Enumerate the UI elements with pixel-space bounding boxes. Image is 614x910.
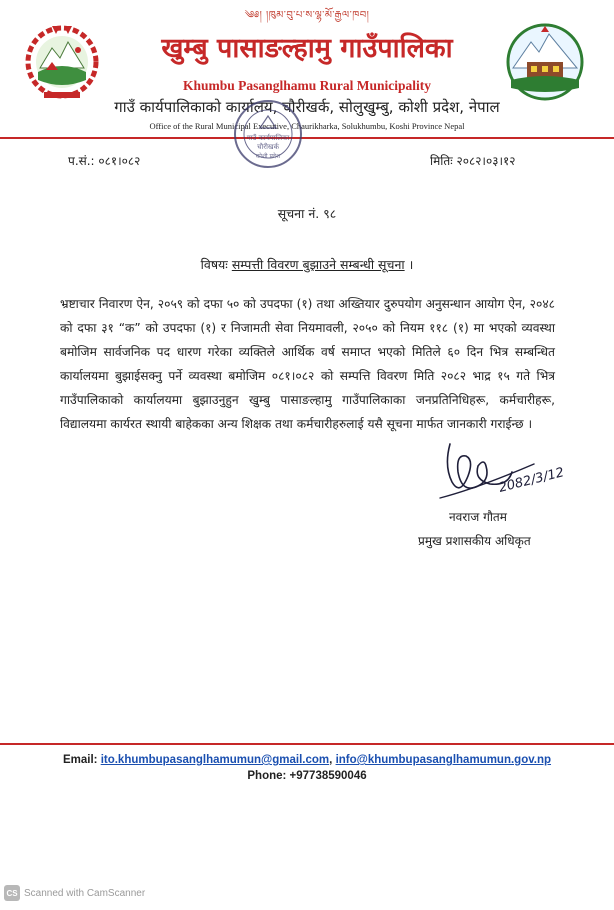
subject-text: सम्पत्ती विवरण बुझाउने सम्बन्धी सूचना bbox=[231, 257, 405, 272]
notice-subject bbox=[0, 256, 614, 273]
email-link-ito[interactable]: ito.khumbupasanglhamumun@gmail.com bbox=[100, 754, 330, 766]
camscanner-watermark bbox=[4, 885, 145, 901]
footer-phone: Phone: +97738590046 bbox=[247, 770, 367, 782]
reference-number: प.सं.: ०८१।०८२ bbox=[68, 154, 141, 168]
footer-divider bbox=[0, 743, 614, 745]
notice-body: भ्रष्टाचार निवारण ऐन, २०५९ को दफा ५० को उपदफा (१) तथा अख्तियार दुरुपयोग अनुसन्धान आयोग ऐन, २०४८ को दफा ३१ “क” को उपदफा (१) र निजामती सेवा नियमावली, २०५० को नियम ११८ (१) मा भएको व्यवस्था बमोजिम सार्वजनिक पद धारण गरेका व्यक्तिले आर्थिक वर्ष समाप्त भएको मितिले ६० दिन भित्र सम्बन्धित कार्यालयमा बुझाईसक्नु पर्ने व्यवस्था बमोजिम ०८१।०८२ को सम्पत्ति विवरण मिति २०८२ भाद्र १५ गते भित्र गाउँपालिकाको कार्यालयमा बुझाउनुहुन खुम्बु पासाङल्हामु गाउँपालिकाका जनप्रतिनिधिहरू, कर्मचारीहरू, विद्यालयमा कार्यरत स्थायी बाहेकका अन्य शिक्षक तथा कर्मचारीहरुलाई यसै सूचना मार्फत जानकारी गराईन्छ । bbox=[60, 297, 555, 431]
signature-date: 2082/3/12 bbox=[497, 465, 566, 496]
office-stamp-icon bbox=[232, 98, 304, 170]
stamp-line-2: चौरीखर्क bbox=[256, 143, 280, 151]
signatory-name: नवराज गौतम bbox=[449, 510, 507, 524]
municipality-title-english: Khumbu Pasanglhamu Rural Municipality bbox=[183, 78, 431, 93]
office-address-nepali: गाउँ कार्यपालिकाको कार्यालय, चौरीखर्क, सोलुखुम्बु, कोशी प्रदेश, नेपाल bbox=[114, 98, 500, 116]
subject-prefix: विषयः bbox=[200, 257, 228, 272]
stamp-line-3: कोशी प्रदेश bbox=[255, 153, 281, 160]
stamp-line-1: गाउँ कार्यपालिका bbox=[246, 134, 290, 142]
subject-suffix: । bbox=[408, 257, 414, 272]
municipality-title-nepali: खुम्बु पासाङल्हामु गाउँपालिका bbox=[161, 33, 453, 64]
handwritten-signature bbox=[438, 436, 566, 506]
header-divider bbox=[0, 137, 614, 139]
email-label: Email: bbox=[62, 754, 98, 766]
signatory-title: प्रमुख प्रशासकीय अधिकृत bbox=[418, 534, 531, 548]
notice-number: सूचना नं. ९८ bbox=[277, 206, 337, 221]
letter-date: मितिः २०८२।०३।१२ bbox=[430, 154, 516, 168]
email-separator: , bbox=[329, 754, 333, 766]
watermark-text: Scanned with CamScanner bbox=[24, 887, 146, 899]
office-address-english: Office of the Rural Municipal Executive, Chaurikharka, Solukhumbu, Koshi Province Nepal bbox=[149, 121, 465, 131]
camscanner-logo-icon: CS bbox=[4, 885, 20, 901]
footer-email-line bbox=[0, 754, 614, 766]
email-link-info[interactable]: info@khumbupasanglhamumun.gov.np bbox=[335, 754, 552, 766]
tibetan-header-line: ༄༅། །ཁུམ་བུ་པ་ས་ལྷ་མོ་རྒྱལ་ཁབ། bbox=[244, 10, 370, 21]
